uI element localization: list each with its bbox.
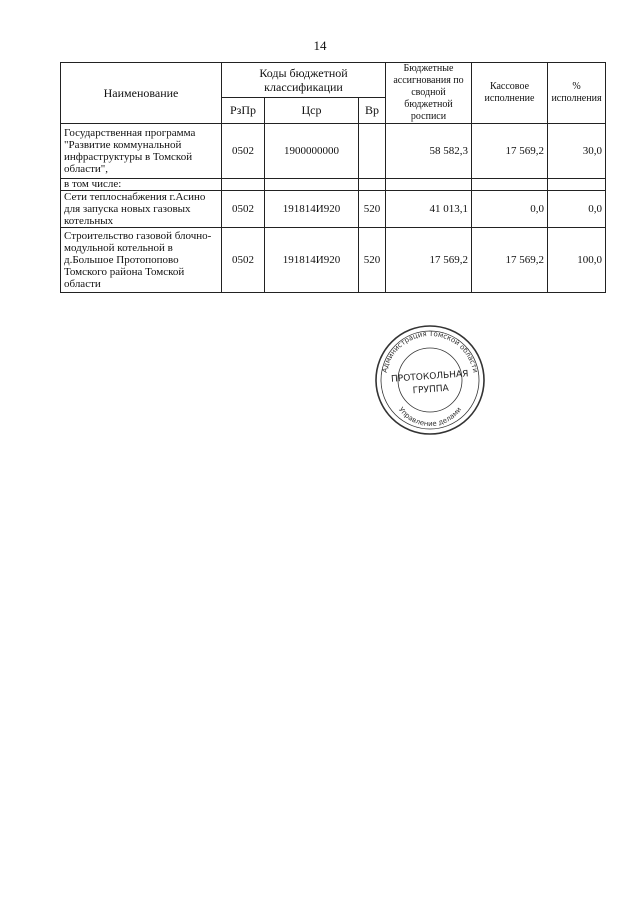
budget-table (60, 62, 606, 293)
protocol-group-stamp (372, 322, 488, 438)
row-vr: 520 (359, 191, 386, 228)
page-number: 14 (313, 38, 327, 53)
row-csr: 191814И920 (265, 191, 359, 228)
table-row (61, 124, 606, 179)
row-name: Строительство газовой блочно-модульной котельной в д.Большое Протопопово Томского района Томской области (61, 228, 222, 293)
row-vr: 520 (359, 228, 386, 293)
header-csr: Цср (265, 98, 359, 124)
row-assignments: 58 582,3 (386, 124, 472, 179)
row-vr (359, 124, 386, 179)
row-cash: 17 569,2 (472, 228, 548, 293)
row-cash (472, 179, 548, 191)
row-percent: 100,0 (548, 228, 606, 293)
row-csr: 191814И920 (265, 228, 359, 293)
row-percent (548, 179, 606, 191)
table-row (61, 191, 606, 228)
table-row (61, 228, 606, 293)
header-assignments: Бюджетные ассигнования по сводной бюджетной росписи (386, 63, 472, 124)
header-vr: Вр (359, 98, 386, 124)
row-name: в том числе: (61, 179, 222, 191)
table-row (61, 179, 606, 191)
row-rzpr: 0502 (222, 191, 265, 228)
row-percent: 0,0 (548, 191, 606, 228)
stamp-bottom-text: Управление делами (396, 405, 464, 429)
row-cash: 17 569,2 (472, 124, 548, 179)
row-assignments: 41 013,1 (386, 191, 472, 228)
stamp-line2: ГРУППА (412, 383, 450, 397)
row-percent: 30,0 (548, 124, 606, 179)
header-name: Наименование (61, 63, 222, 124)
row-rzpr (222, 179, 265, 191)
stamp-outer-text: Администрация Томской области (380, 329, 480, 374)
row-csr (265, 179, 359, 191)
header-percent: % исполнения (548, 63, 606, 124)
row-rzpr: 0502 (222, 124, 265, 179)
row-assignments (386, 179, 472, 191)
row-cash: 0,0 (472, 191, 548, 228)
header-codes: Коды бюджетной классификации (222, 63, 386, 98)
row-name: Государственная программа "Развитие коммунальной инфраструктуры в Томской области", (61, 124, 222, 179)
row-vr (359, 179, 386, 191)
row-rzpr: 0502 (222, 228, 265, 293)
row-csr: 1900000000 (265, 124, 359, 179)
header-cash: Кассовое исполнение (472, 63, 548, 124)
header-rzpr: РзПр (222, 98, 265, 124)
row-assignments: 17 569,2 (386, 228, 472, 293)
stamp-line1: ПРОТОКОЛЬНАЯ (390, 369, 469, 385)
row-name: Сети теплоснабжения г.Асино для запуска новых газовых котельных (61, 191, 222, 228)
